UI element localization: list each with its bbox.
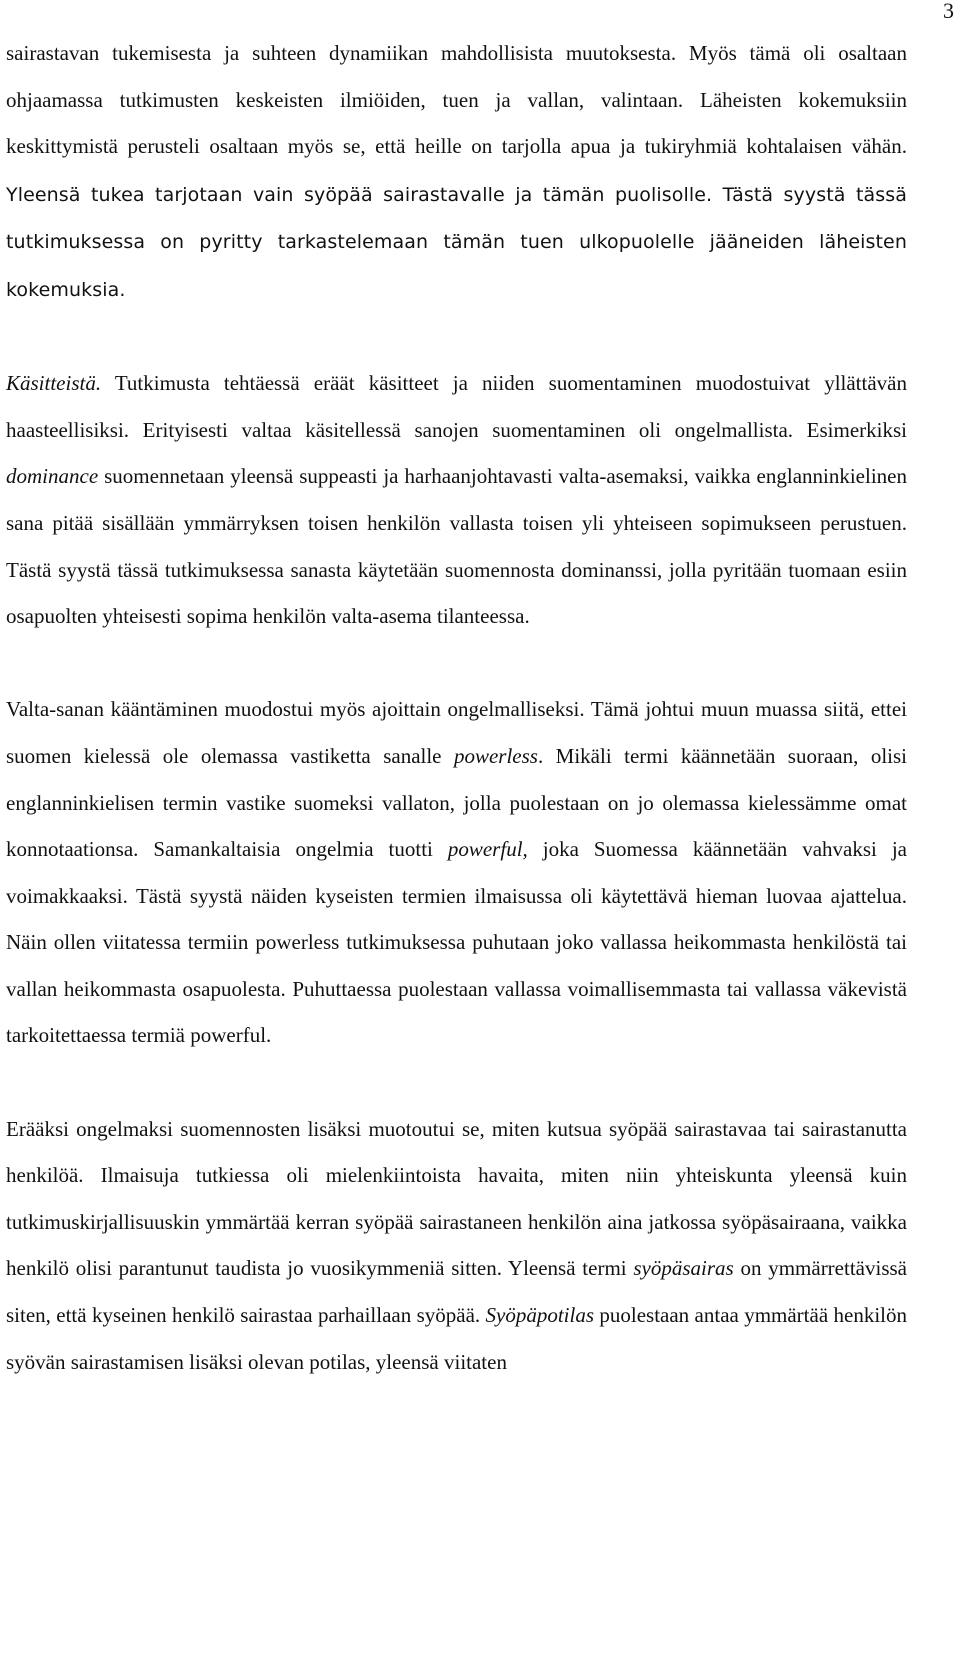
document-body (6, 30, 907, 1385)
term-italic: syöpäsairas (633, 1256, 734, 1281)
paragraph-text-sans: Yleensä tukea tarjotaan vain syöpää sairastavalle ja tämän puolisolle. Tästä syystä tässä tutkimuksessa on pyritty tarkastelemaan tämän tuen ulkopuolelle jääneiden läheisten kokemuksia. (6, 183, 907, 301)
paragraph-gap (6, 1059, 907, 1106)
paragraph-text: joka Suomessa käännetään vahvaksi ja voimakkaaksi. Tästä syystä näiden kyseisten termien ilmaisussa oli käytettävä hieman luovaa ajattelua. Näin ollen viitatessa termiin powerless tutkimuksessa puhutaan joko vallassa heikommasta henkilöstä tai vallan heikommasta osapuolesta. Puhuttaessa puolestaan vallassa voimallisemmasta tai vallassa väkevistä tarkoitettaessa termiä powerful. (6, 837, 907, 1048)
term-italic: Syöpäpotilas (485, 1303, 595, 1328)
term-italic: powerful, (447, 837, 528, 862)
paragraph-text: Esimerkiksi (793, 417, 907, 442)
paragraph-text: puolestaan antaa ymmärtää henkilön syövän sairastamisen lisäksi olevan potilas, yleensä viitaten (6, 1303, 907, 1374)
section-heading: Käsitteistä. (6, 371, 102, 396)
paragraph-power-translation (6, 686, 907, 1059)
page-number: 3 (943, 0, 954, 23)
paragraph-text: sairastavan tukemisesta ja suhteen dynamiikan mahdollisista muutoksesta. Myös tämä oli osaltaan ohjaamassa tutkimusten keskeisten ilmiöiden, tuen ja vallan, valintaan. Läheisten kokemuksiin keskittymistä perusteli osaltaan myös se, että heille on tarjolla apua ja tukiryhmiä kohtalaisen vähän. (6, 41, 907, 159)
paragraph-concepts (6, 360, 907, 640)
paragraph-text: . Mikäli termi käännetään suoraan, olisi englanninkielisen termin vastike suomeksi vallaton, jolla puolestaan on jo olemassa kielessämme omat konnotaationsa. Samankaltaisia ongelmia tuotti (6, 743, 907, 862)
term-italic: dominance (6, 464, 99, 489)
paragraph-terminology (6, 1106, 907, 1386)
paragraph-gap (6, 640, 907, 687)
paragraph-intro-continued (6, 30, 907, 314)
paragraph-text: Valta-sanan kääntäminen muodostui myös ajoittain ongelmalliseksi. Tämä johtui muun muassa siitä, ettei suomen kielessä ole olemassa vastiketta sanalle (6, 697, 907, 768)
paragraph-text: suomennetaan yleensä suppeasti ja harhaanjohtavasti valta-asemaksi, vaikka englanninkielinen sana pitää sisällään ymmärryksen toisen henkilön vallasta toisen yli yhteiseen sopimukseen perustuen. Tästä syystä tässä tutkimuksessa sanasta käytetään suomennosta dominanssi, jolla pyritään tuomaan esiin osapuolten yhteisesti sopima henkilön valta-asema tilanteessa. (6, 464, 907, 629)
paragraph-text: on ymmärrettävissä siten, että kyseinen henkilö sairastaa parhaillaan syöpää. (6, 1256, 907, 1328)
paragraph-text: Erääksi ongelmaksi suomennosten lisäksi muotoutui se, miten kutsua syöpää sairastavaa tai sairastanutta henkilöä. Ilmaisuja tutkiessa oli mielenkiintoista havaita, miten niin yhteiskunta yleensä kuin tutkimuskirjallisuuskin ymmärtää kerran syöpää sairastaneen henkilön aina jatkossa syöpäsairaana, vaikka henkilö olisi parantunut taudista jo vuosikymmeniä sitten. Yleensä termi (6, 1116, 907, 1281)
paragraph-gap (6, 314, 907, 361)
term-italic: powerless (453, 743, 538, 768)
paragraph-text: Tutkimusta tehtäessä eräät käsitteet ja niiden suomentaminen muodostuivat yllättävän haasteellisiksi. Erityisesti valtaa käsitellessä sanojen suomentaminen oli ongelmallista. (6, 371, 907, 442)
